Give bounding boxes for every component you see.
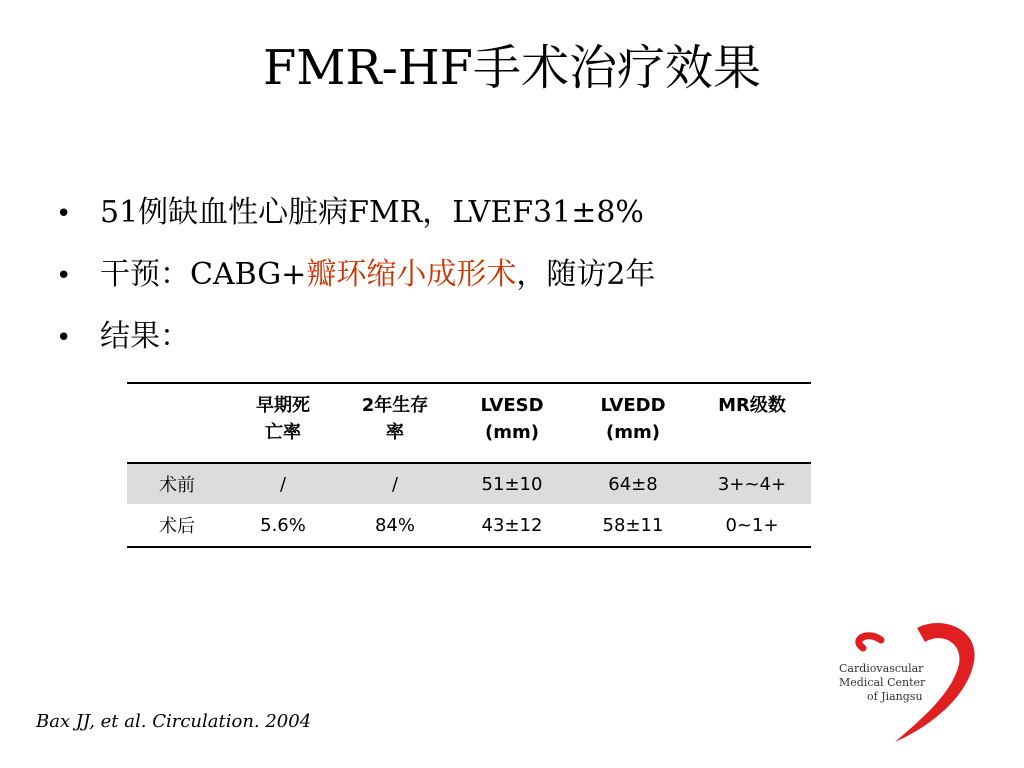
header-cell-blank (127, 383, 227, 463)
table-cell: 51±10 (451, 463, 573, 504)
bullet-text: 51例缺血性心脏病FMR，LVEF31±8% (100, 195, 644, 230)
bullet-dot-icon: • (56, 199, 72, 229)
header-cell-lvesd: LVESD (mm) (451, 383, 573, 463)
table-cell: / (339, 463, 451, 504)
logo-text: Cardiovascular Medical Center of Jiangsu (839, 662, 926, 703)
bullet-text: 结果： (100, 319, 190, 354)
table-header-row (127, 383, 811, 463)
table-row-preop (127, 463, 811, 504)
table-cell: 3+~4+ (693, 463, 811, 504)
table-cell: 术后 (127, 504, 227, 547)
table-cell: 术前 (127, 463, 227, 504)
table-cell: 58±11 (573, 504, 693, 547)
table-cell: 43±12 (451, 504, 573, 547)
table-cell: 5.6% (227, 504, 339, 547)
bullet-item-cohort (56, 182, 655, 244)
header-cell-early-mortality: 早期死 亡率 (227, 383, 339, 463)
table-row-postop (127, 504, 811, 547)
results-table (127, 382, 811, 548)
bullet-item-intervention (56, 244, 655, 306)
bullet-text-prefix: 干预：CABG+ (100, 257, 307, 292)
bullet-dot-icon: • (56, 323, 72, 353)
header-cell-mr-grade: MR级数 (693, 383, 811, 463)
header-cell-lvedd: LVEDD (mm) (573, 383, 693, 463)
header-cell-2yr-survival: 2年生存 率 (339, 383, 451, 463)
table-cell: / (227, 463, 339, 504)
bullet-item-results (56, 306, 655, 368)
bullet-dot-icon: • (56, 261, 72, 291)
logo (833, 618, 983, 748)
slide-title: FMR-HF手术治疗效果 (263, 40, 761, 96)
bullet-text-highlight: 瓣环缩小成形术 (306, 257, 517, 292)
table-cell: 84% (339, 504, 451, 547)
citation: Bax JJ, et al. Circulation. 2004 (36, 711, 312, 732)
bullet-text-suffix: ，随访2年 (516, 257, 656, 292)
bullet-list (56, 182, 655, 368)
table-cell: 64±8 (573, 463, 693, 504)
table-cell: 0~1+ (693, 504, 811, 547)
